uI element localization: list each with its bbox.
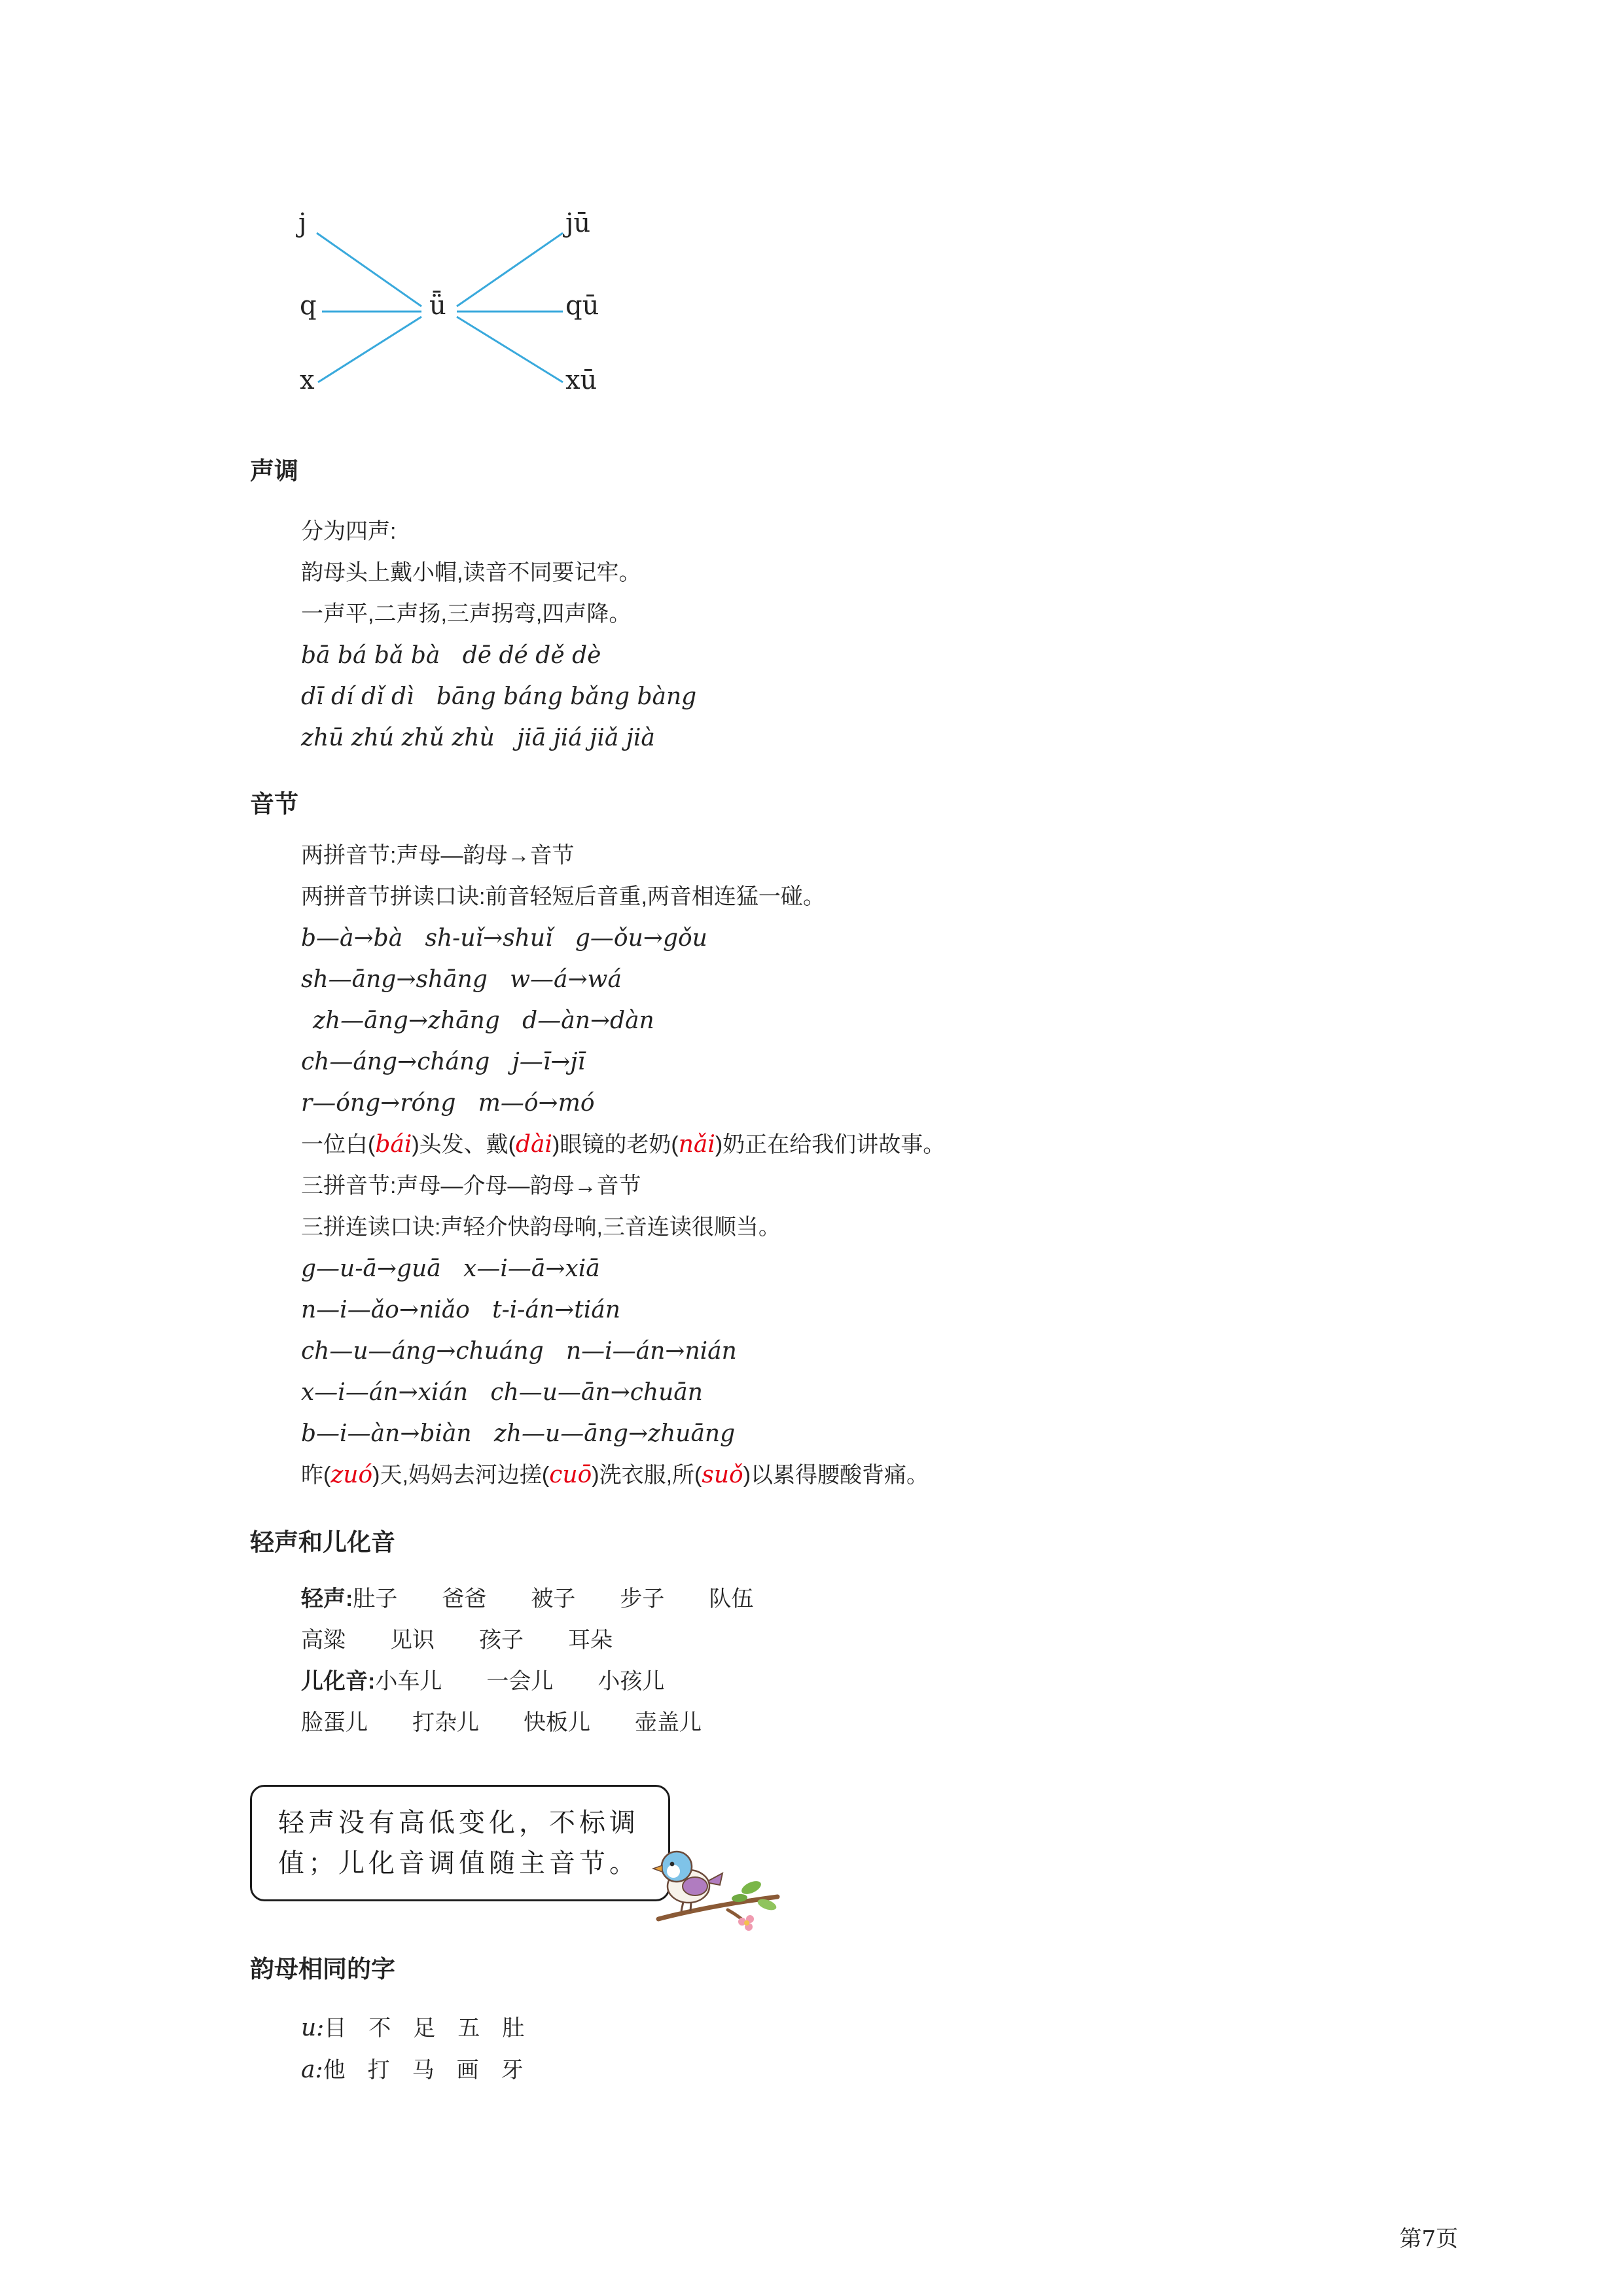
- pinyin-line: x—i—án→xián ch—u—ān→chuān: [301, 1379, 703, 1406]
- text-line: 分为四声:: [301, 519, 397, 544]
- tones-section-body: [301, 511, 1441, 759]
- same-final-section-body: [301, 2007, 1441, 2091]
- note-text: 轻声没有高低变化，不标调值；儿化音调值随主音节。: [278, 1808, 639, 1878]
- diagram-letter-q: q: [300, 291, 317, 321]
- diagram-letter-ju: jū: [565, 208, 591, 238]
- diagram-letter-j: j: [298, 208, 307, 238]
- char-row: [301, 2007, 1441, 2049]
- pinyin-line: ch—áng→cháng j—ī→jī: [301, 1049, 586, 1075]
- note-callout-box: [250, 1785, 670, 1901]
- section-heading-tones: 声调: [250, 457, 298, 484]
- text-line: 两拼音节拼读口诀:前音轻短后音重,两音相连猛一碰。: [301, 884, 825, 909]
- pinyin-segment: nǎi: [678, 1131, 715, 1158]
- jqx-u-diagram: [294, 196, 602, 412]
- pinyin-line: ch—u—áng→chuáng n—i—án→nián: [301, 1338, 737, 1365]
- word-list-line: [301, 1579, 1441, 1620]
- pinyin-line: n—i—ǎo→niǎo t-i-án→tián: [301, 1297, 620, 1323]
- char-row: [301, 2049, 1441, 2091]
- pinyin-segment: zuó: [330, 1462, 373, 1488]
- text-segment: )天,妈妈去河边搓(: [372, 1463, 550, 1488]
- char-list: 目 不 足 五 肚: [324, 2016, 525, 2041]
- bird-icon: [649, 1820, 780, 1931]
- word-list: 肚子 爸爸 被子 步子 队伍: [353, 1587, 754, 1611]
- pinyin-segment: suǒ: [702, 1462, 743, 1488]
- section-heading-same-final: 韵母相同的字: [250, 1956, 395, 1982]
- diagram-letter-qu: qū: [565, 291, 599, 321]
- pinyin-line: b—i—àn→biàn zh—u—āng→zhuāng: [301, 1420, 736, 1447]
- pinyin-line: sh—āng→shāng w—á→wá: [301, 966, 622, 993]
- section-heading-neutral-tone: 轻声和儿化音: [250, 1529, 395, 1556]
- connector-line: [457, 233, 563, 306]
- text-line: 两拼音节:声母—韵母→音节: [301, 843, 575, 868]
- word-list-line: [301, 1661, 1441, 1702]
- text-segment: )头发、戴(: [412, 1132, 516, 1157]
- pinyin-line: b—à→bà sh-uǐ→shuǐ g—ǒu→gǒu: [301, 925, 707, 952]
- pinyin-line: g—u-ā→guā x—i—ā→xiā: [301, 1255, 600, 1282]
- connector-line: [318, 317, 421, 382]
- text-segment: )以累得腰酸背痛。: [743, 1463, 929, 1488]
- syllables-section-body: [301, 835, 1441, 1496]
- page-content: [250, 432, 1441, 2091]
- list-label: 儿化音:: [301, 1669, 376, 1694]
- text-line: 三拼连读口诀:声轻介快韵母响,三音连读很顺当。: [301, 1215, 781, 1240]
- list-label: 轻声:: [301, 1587, 353, 1611]
- word-list: 小车儿 一会儿 小孩儿: [375, 1669, 665, 1694]
- final-prefix: u:: [301, 2015, 325, 2041]
- pinyin-line: dī dí dǐ dì bāng báng bǎng bàng: [301, 683, 697, 710]
- char-list: 他 打 马 画 牙: [323, 2058, 524, 2083]
- pinyin-segment: cuō: [549, 1462, 592, 1488]
- connector-line: [457, 317, 563, 382]
- diagram-letter-u: ǖ: [429, 291, 446, 321]
- text-segment: )奶正在给我们讲故事。: [715, 1132, 946, 1157]
- text-segment: 一位白(: [301, 1132, 376, 1157]
- pinyin-line: r—óng→róng m—ó→mó: [301, 1090, 595, 1117]
- text-segment: 昨(: [301, 1463, 331, 1488]
- page-number: 第7页: [1399, 2226, 1458, 2252]
- text-line: 一声平,二声扬,三声拐弯,四声降。: [301, 601, 632, 626]
- example-sentence: [301, 1454, 1441, 1496]
- word-list-line: 高粱 见识 孩子 耳朵: [301, 1628, 613, 1653]
- diagram-letter-x: x: [300, 365, 315, 395]
- diagram-letter-xu: xū: [565, 365, 597, 395]
- pinyin-segment: bái: [375, 1131, 412, 1158]
- pinyin-line: zh—āng→zhāng d—àn→dàn: [313, 1007, 654, 1034]
- final-prefix: a:: [301, 2056, 323, 2083]
- text-segment: )洗衣服,所(: [592, 1463, 702, 1488]
- pinyin-line: bā bá bǎ bà dē dé dě dè: [301, 642, 601, 669]
- connector-lines: [294, 196, 602, 412]
- text-line: 三拼音节:声母—介母—韵母→音节: [301, 1174, 641, 1198]
- pinyin-line: zhū zhú zhǔ zhù jiā jiá jiǎ jià: [301, 725, 655, 751]
- pinyin-segment: dài: [516, 1131, 553, 1158]
- neutral-tone-section-body: [301, 1579, 1441, 1744]
- word-list-line: 脸蛋儿 打杂儿 快板儿 壶盖儿: [301, 1710, 702, 1735]
- connector-line: [317, 233, 421, 306]
- text-line: 韵母头上戴小帽,读音不同要记牢。: [301, 560, 641, 585]
- section-heading-syllables: 音节: [250, 791, 298, 817]
- text-segment: )眼镜的老奶(: [552, 1132, 679, 1157]
- example-sentence: [301, 1124, 1441, 1166]
